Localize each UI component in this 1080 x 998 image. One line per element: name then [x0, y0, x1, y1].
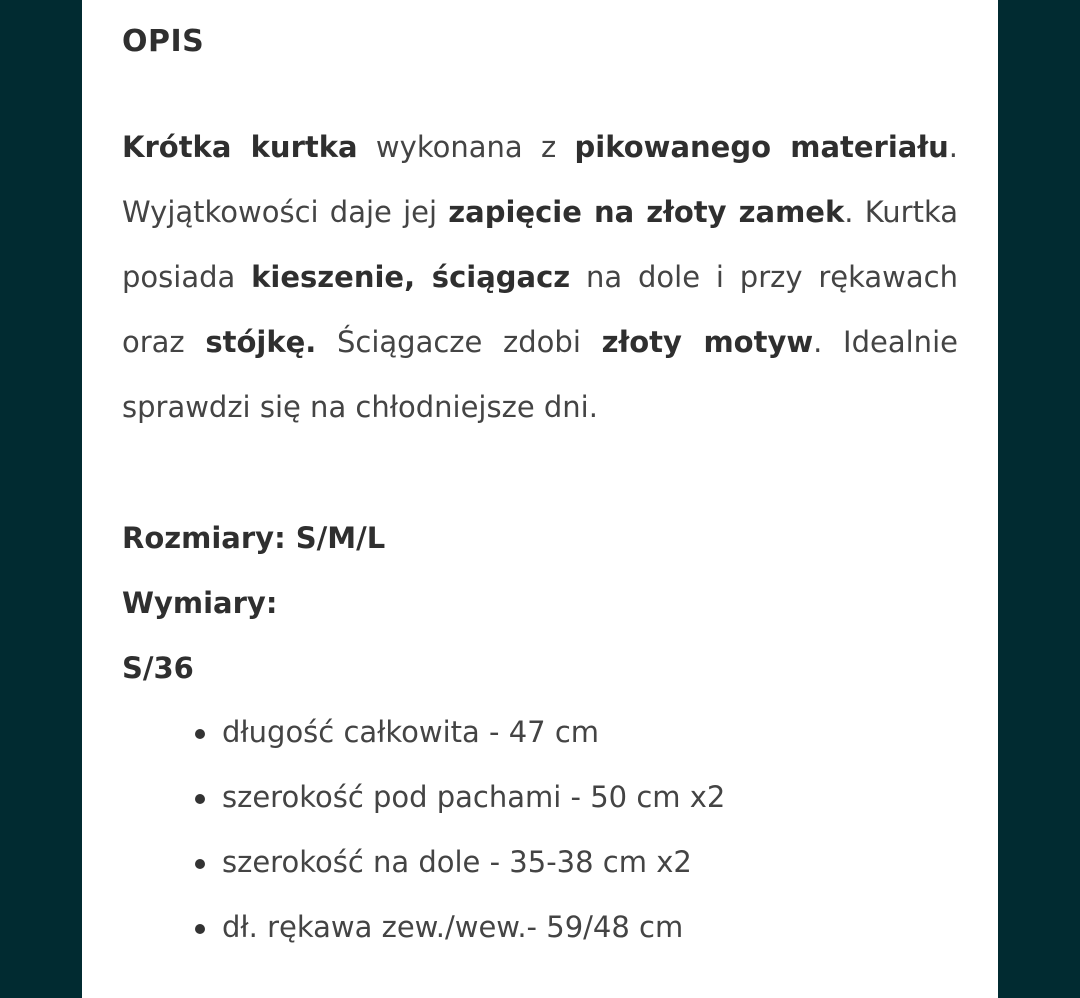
description-text: wykonana z [357, 130, 575, 164]
bullet-icon [195, 729, 205, 739]
description-text: . Idealnie sprawdzi się na chłodniejsze dni. [122, 325, 958, 424]
highlight-text: kieszenie, ściągacz [251, 260, 571, 294]
highlight-text: złoty motyw [601, 325, 814, 359]
bullet-icon [195, 794, 205, 804]
dimension-text: długość całkowita - 47 cm [222, 715, 600, 749]
description-text: Ściągacze zdobi [316, 325, 602, 359]
dimension-text: szerokość na dole - 35-38 cm x2 [222, 845, 692, 879]
sizes-line: Rozmiary: S/M/L [122, 521, 386, 555]
dimensions-label: Wymiary: [122, 586, 278, 620]
dimension-text: dł. rękawa zew./wew.- 59/48 cm [222, 910, 684, 944]
size-label: S/36 [122, 651, 194, 685]
highlight-text: pikowanego materiału [574, 130, 949, 164]
description-text: . Wyjątkowości daje jej [122, 130, 958, 229]
dimension-text: szerokość pod pachami - 50 cm x2 [222, 780, 726, 814]
description-text: na dole i przy rękawach oraz [122, 260, 958, 359]
specs-block [122, 506, 958, 701]
list-item [122, 765, 958, 830]
list-item [122, 700, 958, 765]
bullet-icon [195, 859, 205, 869]
section-heading: OPIS [122, 24, 205, 59]
list-item [122, 830, 958, 895]
highlight-text: Krótka kurtka [122, 130, 358, 164]
description-paragraph [122, 115, 958, 440]
bullet-icon [195, 924, 205, 934]
highlight-text: stójkę. [205, 325, 317, 359]
description-text: . Kurtka posiada [122, 195, 959, 294]
highlight-text: zapięcie na złoty zamek [448, 195, 845, 229]
list-item [122, 895, 958, 960]
product-description-panel [82, 0, 998, 998]
dimensions-list [122, 700, 958, 960]
